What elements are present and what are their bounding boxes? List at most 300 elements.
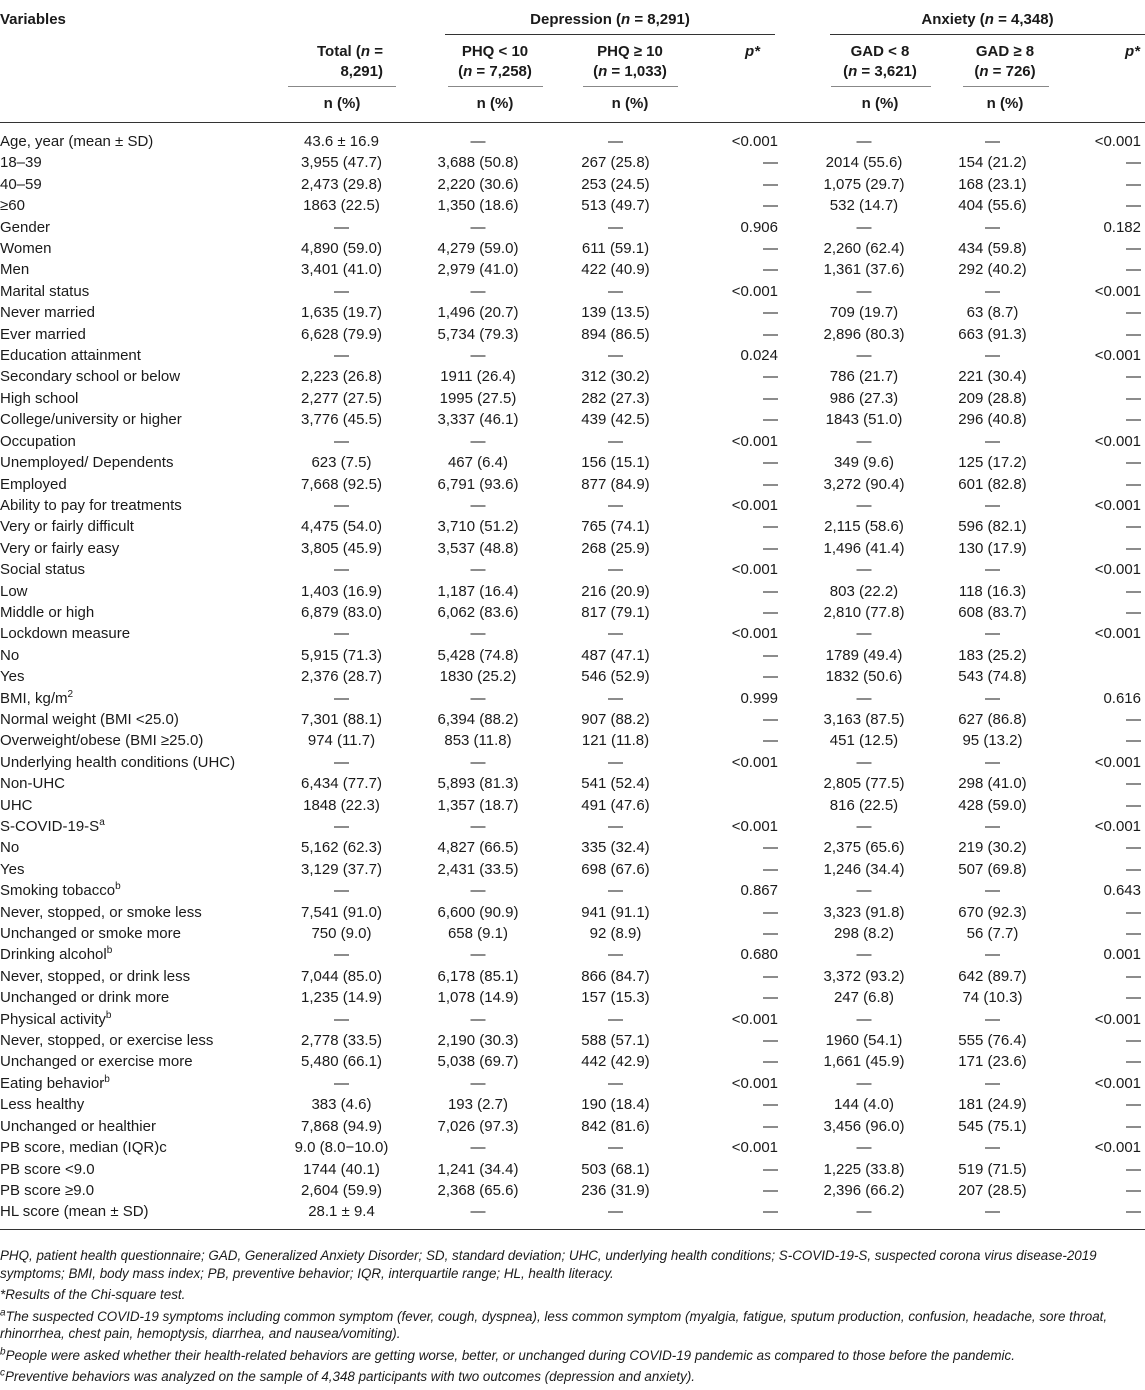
cell-p-anxiety: <0.001 — [1094, 1074, 1141, 1092]
cell-gad-ge-8: 298 (41.0) — [958, 775, 1027, 793]
table-row — [0, 474, 1145, 495]
cell-p-anxiety: <0.001 — [1094, 432, 1141, 450]
cell-gad-ge-8: — — [985, 496, 1000, 514]
cell-p-anxiety: — — [1126, 603, 1141, 621]
cell-gad-ge-8: 292 (40.2) — [958, 261, 1027, 279]
cell-phq-lt-10: 1,078 (14.9) — [437, 989, 519, 1007]
cell-variable: Underlying health conditions (UHC) — [0, 753, 236, 771]
cell-phq-lt-10: 1,496 (20.7) — [437, 304, 519, 322]
anxiety-group-rule — [830, 34, 1145, 35]
cell-phq-ge-10: — — [608, 625, 623, 643]
cell-variable: Smoking tobacco$^b$ — [0, 881, 121, 900]
cell-total: 3,129 (37.7) — [301, 860, 382, 878]
cell-gad-lt-8: — — [856, 133, 872, 150]
cell-phq-ge-10: — — [608, 818, 623, 835]
cell-total: 383 (4.6) — [311, 1096, 372, 1114]
cell-phq-lt-10: 5,038 (69.7) — [437, 1053, 519, 1071]
table-row — [0, 174, 1145, 195]
cell-phq-lt-10: 5,893 (81.3) — [437, 775, 519, 793]
table-row — [0, 859, 1145, 880]
cell-gad-lt-8: 1,225 (33.8) — [823, 1160, 905, 1178]
cell-total: 1863 (22.5) — [303, 197, 380, 215]
cell-gad-ge-8: — — [985, 561, 1000, 579]
cell-phq-ge-10: 487 (47.1) — [581, 646, 650, 664]
cell-total: 6,434 (77.7) — [301, 775, 382, 793]
cell-phq-ge-10: 503 (68.1) — [581, 1160, 650, 1178]
cell-phq-ge-10: — — [608, 218, 623, 236]
cell-p-anxiety: — — [1126, 518, 1141, 536]
cell-p-anxiety: — — [1126, 796, 1141, 814]
header-total: Total (n = 8,291) — [317, 43, 383, 80]
cell-gad-ge-8: 130 (17.9) — [958, 539, 1027, 557]
header-phq-ge-10: PHQ ≥ 10 (n = 1,033) — [593, 43, 667, 80]
cell-total: 1744 (40.1) — [303, 1160, 380, 1178]
data-table — [0, 131, 1145, 1223]
cell-p-depression: — — [763, 389, 778, 407]
cell-p-anxiety: — — [1126, 261, 1141, 279]
cell-total: 28.1 ± 9.4 — [308, 1203, 375, 1221]
cell-total: — — [334, 347, 349, 365]
cell-total: 1,403 (16.9) — [301, 582, 382, 600]
cell-total: 2,604 (59.9) — [301, 1181, 382, 1199]
cell-p-anxiety: — — [1126, 989, 1141, 1007]
cell-total: 2,778 (33.5) — [301, 1032, 382, 1050]
cell-p-anxiety: 0.001 — [1103, 946, 1141, 964]
cell-gad-ge-8: 663 (91.3) — [958, 325, 1027, 343]
phq-ge-sub-rule — [583, 86, 678, 87]
cell-p-depression: <0.001 — [731, 133, 778, 150]
cell-phq-lt-10: 2,979 (41.0) — [437, 261, 519, 279]
cell-variable: Gender — [0, 218, 51, 236]
cell-total: — — [334, 946, 349, 964]
cell-phq-ge-10: — — [608, 496, 623, 514]
cell-variable: Marital status — [0, 282, 90, 300]
cell-p-depression: <0.001 — [731, 432, 778, 450]
table-row — [0, 602, 1145, 623]
cell-phq-lt-10: — — [470, 432, 486, 450]
cell-p-anxiety: <0.001 — [1094, 561, 1141, 579]
cell-p-anxiety: — — [1126, 1053, 1141, 1071]
cell-p-depression: — — [763, 261, 778, 279]
cell-gad-ge-8: — — [985, 218, 1000, 236]
cell-phq-lt-10: 1995 (27.5) — [439, 389, 517, 407]
cell-gad-ge-8: — — [985, 625, 1000, 643]
cell-variable: PB score ≥9.0 — [0, 1181, 95, 1199]
cell-p-depression: <0.001 — [731, 1010, 778, 1028]
table-row — [0, 837, 1145, 858]
table-row — [0, 366, 1145, 387]
cell-phq-lt-10: 7,026 (97.3) — [437, 1117, 519, 1135]
cell-phq-ge-10: 894 (86.5) — [581, 325, 650, 343]
cell-p-depression: <0.001 — [731, 625, 778, 643]
cell-gad-ge-8: 545 (75.1) — [958, 1117, 1027, 1135]
cell-p-anxiety: — — [1126, 197, 1141, 215]
cell-p-anxiety: <0.001 — [1094, 347, 1141, 365]
cell-phq-ge-10: 866 (84.7) — [581, 967, 650, 985]
header-gad-lt-8: GAD < 8 (n = 3,621) — [843, 43, 917, 80]
cell-p-anxiety: — — [1126, 1032, 1141, 1050]
cell-phq-lt-10: 853 (11.8) — [444, 732, 512, 750]
cell-gad-ge-8: 207 (28.5) — [958, 1181, 1027, 1199]
header-npct-gad-lt: n (%) — [861, 95, 899, 112]
cell-total: 2,473 (29.8) — [301, 175, 382, 193]
cell-gad-lt-8: — — [856, 818, 872, 835]
cell-variable: PB score <9.0 — [0, 1160, 95, 1178]
cell-p-anxiety: <0.001 — [1094, 625, 1141, 643]
cell-total: — — [334, 753, 349, 771]
cell-gad-ge-8: 63 (8.7) — [966, 304, 1019, 322]
cell-gad-lt-8: — — [856, 1203, 872, 1221]
cell-phq-lt-10: — — [470, 882, 486, 900]
table-bottom-rule — [0, 1229, 1145, 1230]
cell-gad-lt-8: 247 (6.8) — [833, 989, 895, 1007]
cell-p-anxiety: — — [1126, 175, 1141, 193]
cell-variable: Unemployed/ Dependents — [0, 454, 174, 472]
cell-variable: Never, stopped, or smoke less — [0, 903, 202, 921]
cell-variable: Yes — [0, 860, 25, 878]
cell-gad-ge-8: 601 (82.8) — [958, 475, 1027, 493]
table-row — [0, 324, 1145, 345]
cell-variable: Age, year (mean ± SD) — [0, 133, 154, 150]
cell-gad-ge-8: — — [985, 1203, 1000, 1221]
cell-phq-lt-10: — — [470, 347, 486, 365]
cell-total: — — [334, 218, 349, 236]
cell-p-depression: — — [763, 1160, 778, 1178]
cell-phq-ge-10: 588 (57.1) — [581, 1032, 650, 1050]
cell-gad-lt-8: 3,456 (96.0) — [823, 1117, 905, 1135]
cell-p-depression: 0.999 — [740, 689, 778, 707]
table-row — [0, 581, 1145, 602]
cell-p-depression: — — [763, 903, 778, 921]
cell-p-anxiety: 0.643 — [1103, 882, 1141, 900]
cell-gad-lt-8: — — [856, 347, 872, 365]
cell-variable: Ability to pay for treatments — [0, 496, 182, 514]
depression-group-rule — [445, 34, 775, 35]
cell-p-depression: — — [763, 603, 778, 621]
cell-total: — — [334, 689, 349, 707]
cell-gad-ge-8: 296 (40.8) — [958, 411, 1027, 429]
cell-p-depression: — — [763, 197, 778, 215]
table-row — [0, 730, 1145, 751]
cell-variable: Lockdown measure — [0, 625, 131, 643]
cell-p-depression: — — [763, 325, 778, 343]
cell-gad-ge-8: — — [985, 1139, 1000, 1157]
cell-variable: Never, stopped, or exercise less — [0, 1032, 214, 1050]
cell-variable: Yes — [0, 668, 25, 686]
cell-variable: Low — [0, 582, 28, 600]
cell-gad-lt-8: 2,896 (80.3) — [823, 325, 905, 343]
cell-p-depression: 0.906 — [740, 218, 778, 236]
cell-phq-ge-10: 335 (32.4) — [581, 839, 650, 857]
cell-gad-lt-8: 786 (21.7) — [829, 368, 899, 386]
cell-phq-lt-10: 658 (9.1) — [447, 925, 509, 943]
cell-variable: Unchanged or drink more — [0, 989, 170, 1007]
cell-variable: Very or fairly difficult — [0, 518, 134, 536]
cell-p-depression: <0.001 — [731, 1074, 778, 1092]
cell-gad-lt-8: 1,496 (41.4) — [823, 539, 905, 557]
header-bottom-rule — [0, 122, 1145, 123]
table-row — [0, 538, 1145, 559]
cell-total: 3,805 (45.9) — [301, 539, 382, 557]
cell-p-anxiety: — — [1126, 454, 1141, 472]
table-row — [0, 259, 1145, 280]
cell-p-depression: — — [763, 240, 778, 258]
cell-phq-ge-10: 267 (25.8) — [581, 154, 650, 172]
cell-gad-ge-8: — — [985, 1074, 1000, 1092]
cell-phq-lt-10: 4,827 (66.5) — [437, 839, 519, 857]
cell-p-depression: — — [763, 154, 778, 172]
cell-total: 6,879 (83.0) — [301, 603, 382, 621]
cell-total: — — [334, 625, 349, 643]
cell-gad-ge-8: 125 (17.2) — [958, 454, 1027, 472]
cell-p-anxiety: <0.001 — [1094, 282, 1141, 300]
cell-p-anxiety: — — [1126, 582, 1141, 600]
cell-gad-ge-8: 428 (59.0) — [958, 796, 1027, 814]
cell-p-depression: — — [763, 582, 778, 600]
cell-gad-ge-8: 596 (82.1) — [958, 518, 1027, 536]
cell-phq-ge-10: — — [608, 133, 623, 150]
cell-total: 5,915 (71.3) — [301, 646, 382, 664]
cell-total: 2,376 (28.7) — [301, 668, 382, 686]
cell-gad-lt-8: 3,272 (90.4) — [823, 475, 905, 493]
cell-phq-lt-10: — — [470, 689, 486, 707]
cell-p-depression: — — [763, 368, 778, 386]
cell-gad-ge-8: 642 (89.7) — [958, 967, 1027, 985]
table-row — [0, 1073, 1145, 1094]
cell-total: 7,301 (88.1) — [301, 710, 382, 728]
cell-p-anxiety: <0.001 — [1094, 496, 1141, 514]
cell-total: 6,628 (79.9) — [301, 325, 382, 343]
cell-gad-ge-8: — — [985, 882, 1000, 900]
cell-gad-lt-8: 451 (12.5) — [829, 732, 899, 750]
table-row — [0, 902, 1145, 923]
table-row — [0, 773, 1145, 794]
cell-total: 9.0 (8.0−10.0) — [294, 1139, 389, 1157]
cell-phq-lt-10: — — [470, 753, 486, 771]
cell-total: 5,162 (62.3) — [301, 839, 382, 857]
cell-p-anxiety: — — [1126, 1096, 1141, 1114]
table-row — [0, 1051, 1145, 1072]
cell-phq-lt-10: 3,537 (48.8) — [437, 539, 519, 557]
cell-variable: PB score, median (IQR)c — [0, 1139, 167, 1157]
table-row — [0, 1180, 1145, 1201]
cell-gad-lt-8: 2,396 (66.2) — [823, 1181, 905, 1199]
cell-variable: Employed — [0, 475, 67, 493]
cell-p-depression: — — [763, 518, 778, 536]
table-row — [0, 281, 1145, 302]
table-row — [0, 752, 1145, 773]
cell-phq-ge-10: 817 (79.1) — [581, 603, 650, 621]
cell-p-anxiety: — — [1126, 389, 1141, 407]
cell-phq-ge-10: — — [608, 946, 623, 964]
gad-lt-sub-rule — [831, 86, 931, 87]
cell-phq-lt-10: 3,337 (46.1) — [437, 411, 519, 429]
cell-variable: Drinking alcohol$^b$ — [0, 945, 113, 964]
cell-p-anxiety: 0.182 — [1103, 218, 1141, 236]
cell-variable: Secondary school or below — [0, 368, 181, 386]
cell-phq-ge-10: — — [608, 561, 623, 579]
cell-phq-lt-10: 1,187 (16.4) — [437, 582, 519, 600]
cell-total: 3,401 (41.0) — [301, 261, 382, 279]
cell-phq-lt-10: 1911 (26.4) — [440, 368, 516, 386]
cell-variable: Overweight/obese (BMI ≥25.0) — [0, 732, 204, 750]
header-anxiety-group: Anxiety (n = 4,348) — [921, 11, 1054, 28]
cell-p-depression: — — [763, 710, 778, 728]
table-row — [0, 1094, 1145, 1115]
cell-phq-lt-10: 1830 (25.2) — [439, 668, 517, 686]
cell-phq-ge-10: 842 (81.6) — [581, 1117, 650, 1135]
cell-total: 2,277 (27.5) — [301, 389, 382, 407]
cell-gad-ge-8: 221 (30.4) — [958, 368, 1027, 386]
cell-p-depression: — — [763, 668, 778, 686]
cell-variable: Very or fairly easy — [0, 539, 120, 557]
cell-gad-lt-8: 1789 (49.4) — [825, 646, 903, 664]
cell-total: — — [334, 561, 349, 579]
cell-gad-lt-8: 1832 (50.6) — [825, 668, 903, 686]
table-row — [0, 987, 1145, 1008]
cell-phq-ge-10: 765 (74.1) — [581, 518, 650, 536]
cell-p-anxiety: <0.001 — [1094, 753, 1141, 771]
table-row — [0, 302, 1145, 323]
cell-p-depression: — — [763, 860, 778, 878]
cell-total: 2,223 (26.8) — [301, 368, 382, 386]
cell-phq-lt-10: — — [470, 496, 486, 514]
cell-total: — — [334, 1074, 349, 1092]
cell-phq-lt-10: — — [470, 946, 486, 964]
cell-gad-lt-8: 1,361 (37.6) — [823, 261, 905, 279]
cell-phq-ge-10: — — [608, 1074, 623, 1092]
cell-gad-lt-8: — — [856, 496, 872, 514]
cell-gad-ge-8: 627 (86.8) — [958, 710, 1027, 728]
cell-total: — — [334, 432, 349, 450]
cell-gad-ge-8: 219 (30.2) — [958, 839, 1027, 857]
cell-phq-ge-10: — — [608, 1203, 623, 1221]
cell-p-depression: — — [763, 304, 778, 322]
cell-gad-lt-8: — — [856, 753, 872, 771]
cell-p-anxiety: <0.001 — [1094, 1010, 1141, 1028]
cell-p-anxiety: — — [1126, 240, 1141, 258]
cell-gad-lt-8: 144 (4.0) — [833, 1096, 895, 1114]
table-row — [0, 816, 1145, 837]
cell-total: — — [334, 1010, 349, 1028]
table-row — [0, 880, 1145, 901]
cell-gad-ge-8: 171 (23.6) — [958, 1053, 1027, 1071]
cell-gad-ge-8: 209 (28.8) — [958, 389, 1027, 407]
cell-phq-lt-10: 3,688 (50.8) — [437, 154, 519, 172]
cell-phq-ge-10: 422 (40.9) — [581, 261, 650, 279]
table-row — [0, 238, 1145, 259]
cell-gad-ge-8: 608 (83.7) — [958, 603, 1027, 621]
cell-phq-ge-10: 312 (30.2) — [581, 368, 650, 386]
cell-phq-lt-10: 2,431 (33.5) — [437, 860, 519, 878]
cell-p-depression: <0.001 — [731, 818, 778, 835]
cell-gad-ge-8: 434 (59.8) — [958, 240, 1027, 258]
cell-p-anxiety: <0.001 — [1094, 1139, 1141, 1157]
cell-variable: $S-COVID-19-S^a$ — [0, 817, 105, 835]
cell-phq-lt-10: 6,791 (93.6) — [437, 475, 519, 493]
cell-p-depression: — — [763, 967, 778, 985]
cell-variable: Physical activity$^b$ — [0, 1009, 112, 1028]
cell-phq-ge-10: — — [608, 753, 623, 771]
cell-p-anxiety — [1055, 666, 1145, 687]
cell-p-anxiety: <0.001 — [1094, 818, 1141, 835]
header-phq-lt-10: PHQ < 10 (n = 7,258) — [458, 43, 532, 80]
cell-p-anxiety — [1055, 645, 1145, 666]
table-row — [0, 195, 1145, 216]
cell-total: — — [334, 282, 349, 300]
cell-total: 1848 (22.3) — [303, 796, 380, 814]
cell-variable: Ever married — [0, 325, 86, 343]
table-row — [0, 623, 1145, 644]
cell-gad-lt-8: 2,810 (77.8) — [823, 603, 905, 621]
table-row — [0, 131, 1145, 152]
cell-total: 7,044 (85.0) — [301, 967, 382, 985]
cell-variable: Normal weight (BMI <25.0) — [0, 710, 179, 728]
cell-phq-lt-10: 6,178 (85.1) — [437, 967, 519, 985]
cell-p-anxiety: — — [1126, 411, 1141, 429]
cell-gad-ge-8: 183 (25.2) — [958, 646, 1027, 664]
header-variables: Variables — [0, 11, 66, 28]
cell-gad-ge-8: — — [985, 347, 1000, 365]
table-row — [0, 559, 1145, 580]
cell-phq-lt-10: 4,279 (59.0) — [437, 240, 519, 258]
cell-variable: Less healthy — [0, 1096, 85, 1114]
cell-total: 750 (9.0) — [311, 925, 372, 943]
cell-gad-lt-8: 1,246 (34.4) — [823, 860, 905, 878]
cell-phq-lt-10: 467 (6.4) — [447, 454, 509, 472]
cell-p-depression: — — [763, 475, 778, 493]
cell-phq-ge-10: 513 (49.7) — [581, 197, 650, 215]
cell-gad-ge-8: 555 (76.4) — [958, 1032, 1027, 1050]
cell-phq-lt-10: — — [470, 625, 486, 643]
cell-p-anxiety: — — [1126, 368, 1141, 386]
cell-p-depression — [678, 795, 798, 816]
cell-gad-lt-8: 349 (9.6) — [833, 454, 895, 472]
cell-variable: Women — [0, 240, 52, 258]
cell-gad-ge-8: — — [985, 282, 1000, 300]
table-row — [0, 516, 1145, 537]
cell-phq-ge-10: 253 (24.5) — [581, 175, 650, 193]
cell-variable: 40–59 — [0, 175, 42, 193]
header-p-anxiety: p* — [1125, 43, 1140, 60]
cell-gad-ge-8: — — [985, 1010, 1000, 1028]
cell-phq-ge-10: 611 (59.1) — [581, 240, 650, 258]
cell-phq-ge-10: 268 (25.9) — [581, 539, 650, 557]
cell-phq-lt-10: 1,357 (18.7) — [437, 796, 519, 814]
cell-p-depression: <0.001 — [731, 496, 778, 514]
cell-p-anxiety: — — [1126, 154, 1141, 172]
cell-p-depression: — — [763, 925, 778, 943]
cell-p-depression: — — [763, 1181, 778, 1199]
cell-gad-ge-8: 56 (7.7) — [966, 925, 1019, 943]
cell-p-depression: 0.024 — [740, 347, 778, 365]
cell-total: 4,475 (54.0) — [301, 518, 382, 536]
cell-phq-ge-10: 139 (13.5) — [581, 304, 650, 322]
cell-gad-lt-8: 3,323 (91.8) — [823, 903, 905, 921]
cell-phq-ge-10: 282 (27.3) — [581, 389, 650, 407]
cell-gad-lt-8: — — [856, 946, 872, 964]
phq-lt-sub-rule — [448, 86, 543, 87]
cell-phq-lt-10: — — [470, 1010, 486, 1028]
cell-variable: Unchanged or exercise more — [0, 1053, 193, 1071]
cell-gad-lt-8: 1843 (51.0) — [825, 411, 903, 429]
cell-gad-lt-8: 1960 (54.1) — [825, 1032, 903, 1050]
cell-p-anxiety: — — [1126, 1160, 1141, 1178]
table-row — [0, 452, 1145, 473]
cell-phq-lt-10: 3,710 (51.2) — [437, 518, 519, 536]
cell-gad-lt-8: 709 (19.7) — [829, 304, 899, 322]
cell-gad-ge-8: — — [985, 133, 1000, 150]
